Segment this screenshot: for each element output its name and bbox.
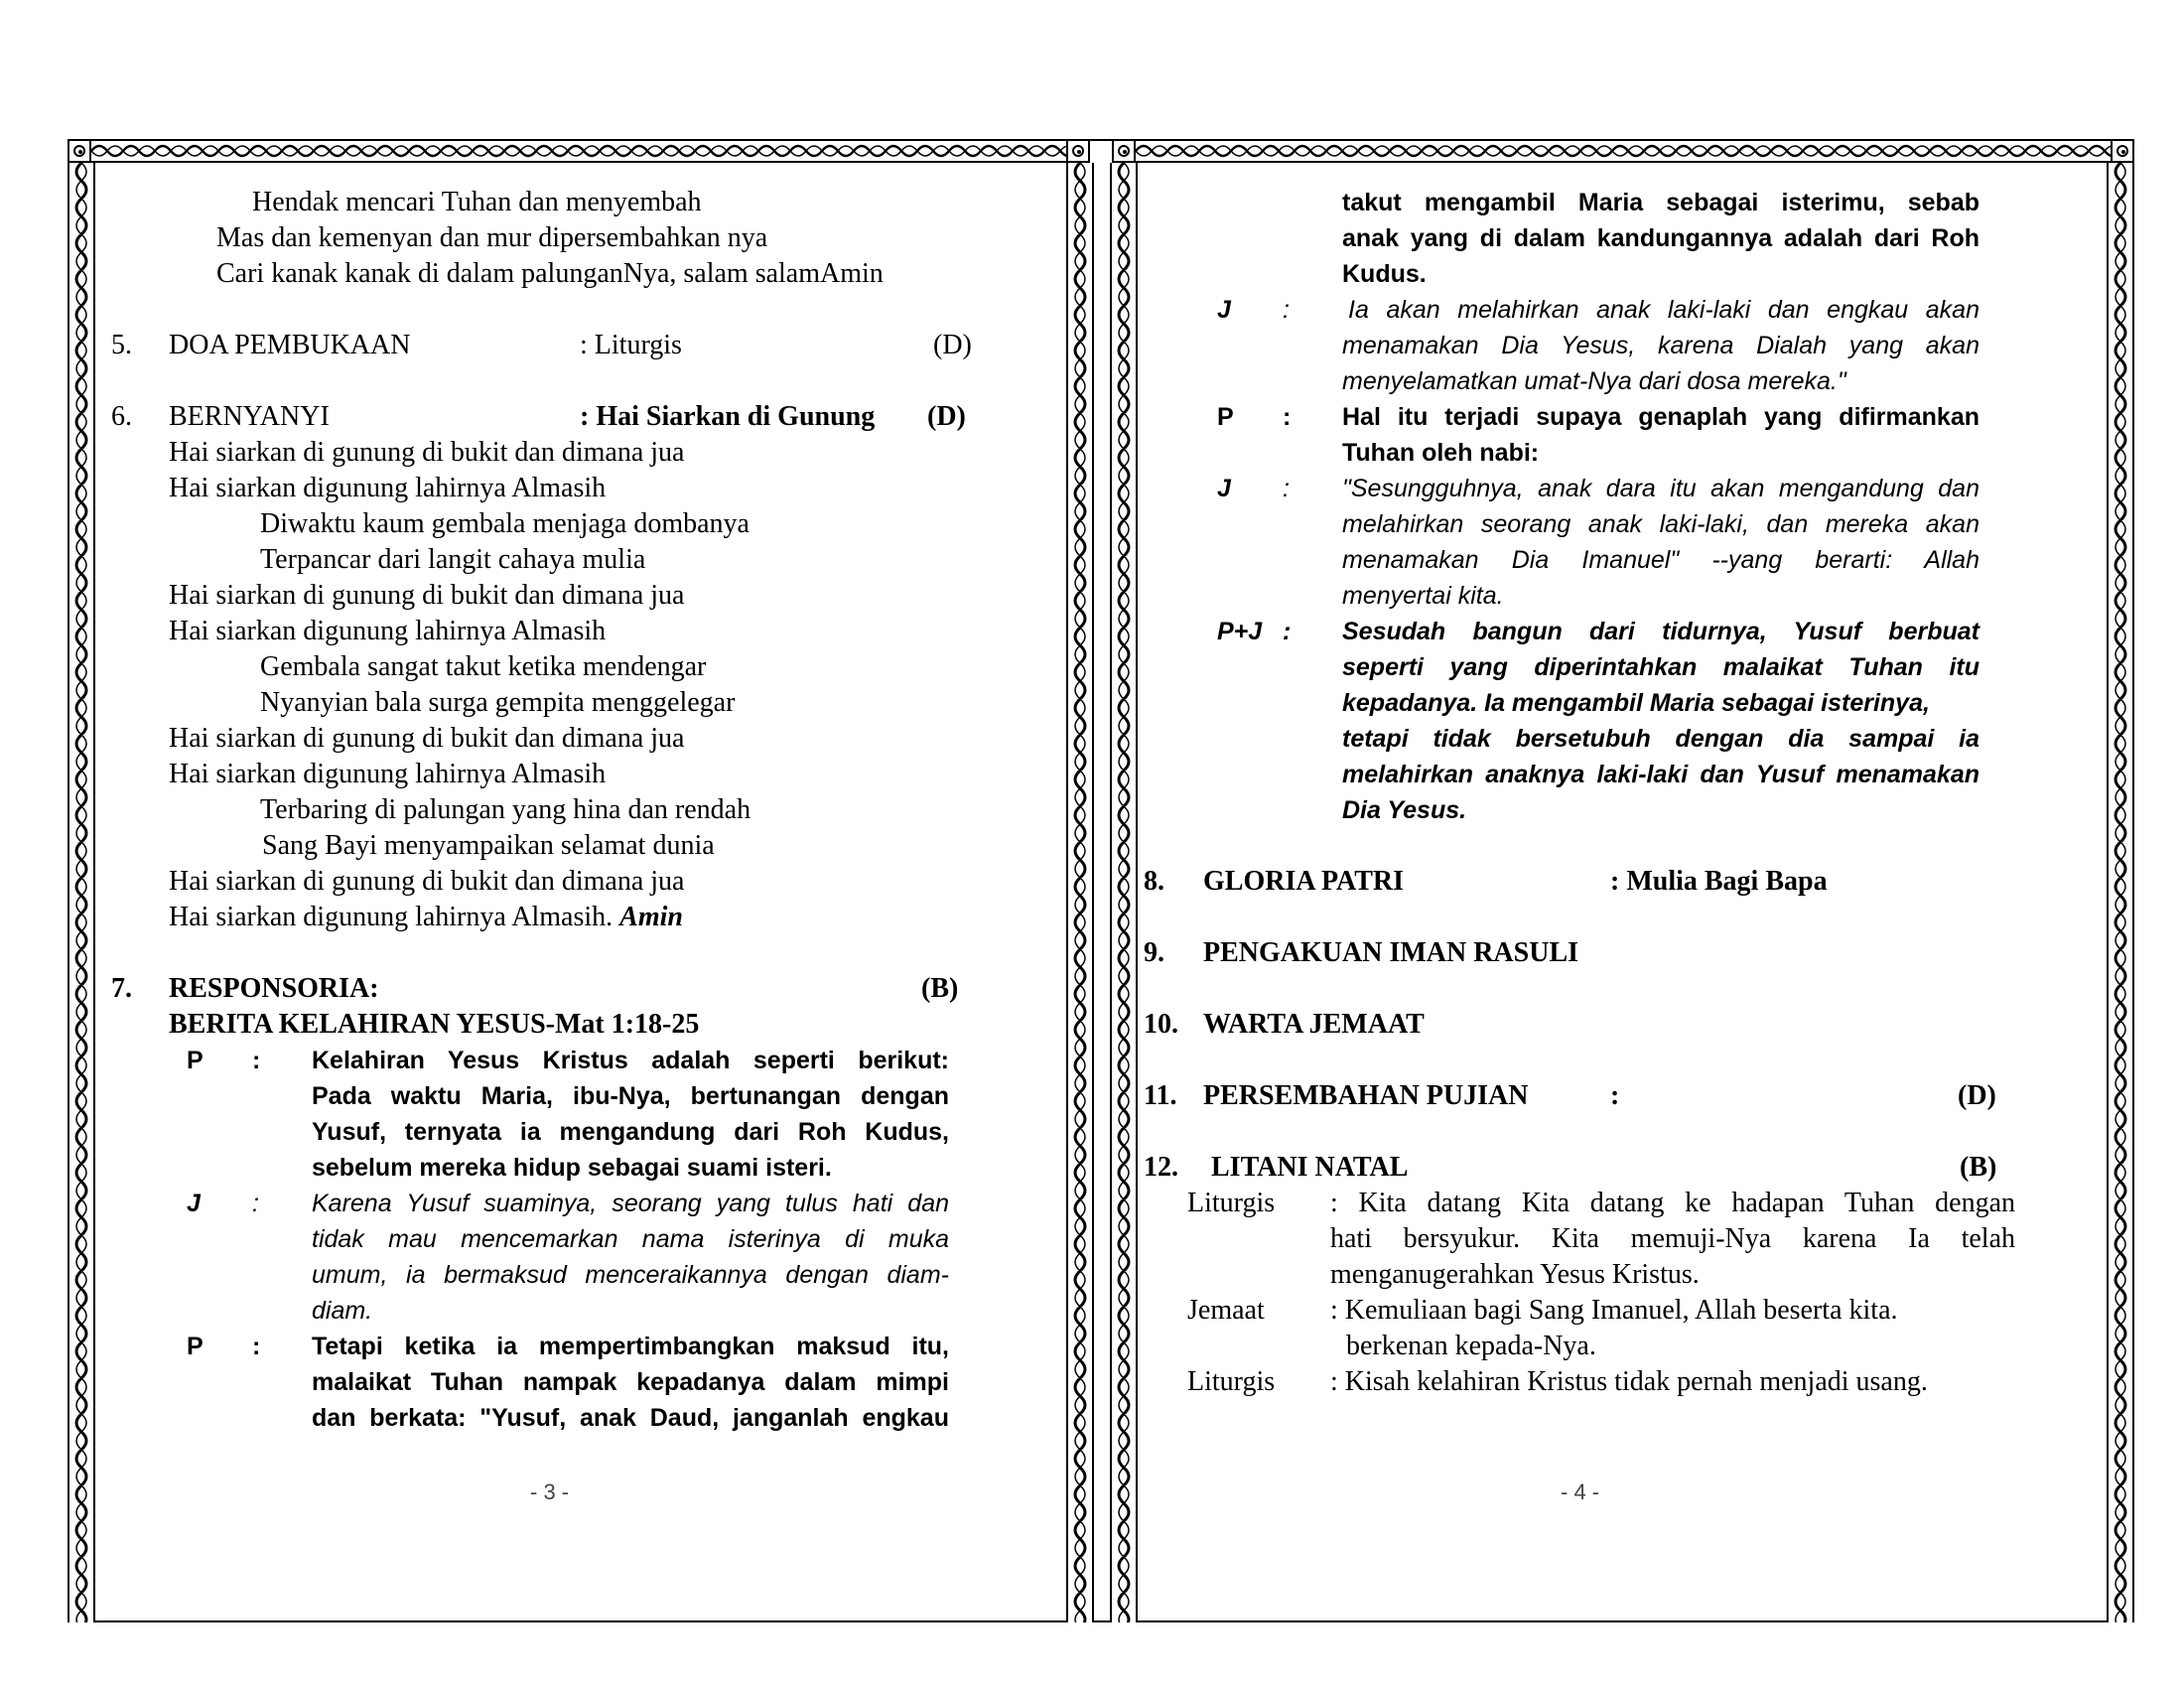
item-title: PERSEMBAHAN PUJIAN	[1203, 1080, 1529, 1111]
response-line: melahirkan seorang anak laki-laki, dan mereka akan	[1342, 510, 1979, 538]
song-line: Gembala sangat takut ketika mendengar	[260, 651, 707, 682]
item-title: LITANI NATAL	[1211, 1152, 1409, 1183]
response-line: kepadanya. Ia mengambil Maria sebagai isterinya,	[1342, 689, 1930, 717]
item-code: (D)	[1958, 1080, 1996, 1111]
intro-line: Cari kanak kanak di dalam palunganNya, salam salamAmin	[216, 258, 884, 289]
corner-ornament	[2111, 139, 2134, 163]
song-line: Terbaring di palungan yang hina dan rendah	[260, 794, 751, 825]
response-line: Tetapi ketika ia mempertimbangkan maksud itu,	[312, 1333, 949, 1360]
response-line: malaikat Tuhan nampak kepadanya dalam mimpi	[312, 1368, 949, 1396]
response-line: anak yang di dalam kandungannya adalah dari Roh	[1342, 224, 1979, 252]
response-line: umum, ia bermaksud menceraikannya dengan diam-	[312, 1261, 949, 1289]
response-line: "Sesungguhnya, anak dara itu akan mengandung dan	[1342, 475, 1979, 502]
item-code: (D)	[927, 401, 966, 432]
item-title: WARTA JEMAAT	[1203, 1009, 1425, 1040]
corner-ornament	[1066, 139, 1090, 163]
response-line: menamakan Dia Yesus, karena Dialah yang akan	[1342, 332, 1979, 359]
speaker-label: P+J	[1217, 618, 1263, 645]
item-code: (B)	[1960, 1152, 1997, 1183]
litany-speaker: Liturgis	[1187, 1366, 1276, 1397]
center-border-band-left	[1066, 163, 1094, 1622]
response-line: Tuhan oleh nabi:	[1342, 439, 1540, 467]
item-code: (B)	[921, 973, 959, 1004]
song-line: Diwaktu kaum gembala menjaga dombanya	[260, 508, 750, 539]
response-line: Ia akan melahirkan anak laki-laki dan engkau akan	[1348, 296, 1979, 324]
song-line: Hai siarkan di gunung di bukit dan dimana jua	[169, 723, 685, 754]
response-line: tidak mau mencemarkan nama isterinya di muka	[312, 1225, 949, 1253]
response-line: Hal itu terjadi supaya genaplah yang difirmankan	[1342, 403, 1979, 431]
litany-line: : Kisah kelahiran Kristus tidak pernah menjadi usang.	[1330, 1366, 1928, 1397]
response-line: tetapi tidak bersetubuh dengan dia sampai ia	[1342, 725, 1979, 753]
speaker-label: J	[187, 1190, 201, 1217]
response-line: seperti yang diperintahkan malaikat Tuhan itu	[1342, 653, 1979, 681]
speaker-sep: :	[252, 1047, 261, 1074]
response-line: Karena Yusuf suaminya, seorang yang tulus hati dan	[312, 1190, 949, 1217]
item-detail: : Mulia Bagi Bapa	[1610, 866, 1828, 897]
speaker-sep: :	[1283, 403, 1292, 431]
response-line: sebelum mereka hidup sebagai suami isteri.	[312, 1154, 832, 1182]
speaker-label: P	[187, 1047, 204, 1074]
song-line: Hai siarkan digunung lahirnya Almasih	[169, 616, 607, 646]
response-line: melahirkan anaknya laki-laki dan Yusuf menamakan	[1342, 761, 1979, 788]
speaker-sep: :	[1283, 296, 1290, 324]
speaker-label: P	[1217, 403, 1234, 431]
speaker-sep: :	[252, 1190, 259, 1217]
item-subtitle: BERITA KELAHIRAN YESUS-Mat 1:18-25	[169, 1009, 700, 1040]
corner-ornament	[68, 139, 91, 163]
litany-line: : Kita datang Kita datang ke hadapan Tuhan dengan	[1330, 1188, 2015, 1218]
item-number: 6.	[111, 401, 132, 432]
response-line: menyelamatkan umat-Nya dari dosa mereka."	[1342, 367, 1846, 395]
song-line: Terpancar dari langit cahaya mulia	[260, 544, 646, 575]
left-border-band	[68, 163, 95, 1622]
item-number: 11.	[1144, 1080, 1177, 1111]
litany-speaker: Liturgis	[1187, 1188, 1276, 1218]
item-detail: :	[1610, 1080, 1620, 1111]
response-line: Kudus.	[1342, 260, 1427, 288]
litany-line: menganugerahkan Yesus Kristus.	[1330, 1259, 1700, 1290]
response-line: menyertai kita.	[1342, 582, 1504, 610]
song-line: Hai siarkan di gunung di bukit dan dimana jua	[169, 437, 685, 468]
item-detail: : Hai Siarkan di Gunung	[580, 401, 876, 432]
speaker-sep: :	[1283, 618, 1292, 645]
corner-ornament	[1112, 139, 1136, 163]
song-line	[169, 900, 683, 935]
speaker-label: J	[1217, 475, 1231, 502]
intro-line: Hendak mencari Tuhan dan menyembah	[252, 187, 702, 217]
litany-speaker: Jemaat	[1187, 1295, 1265, 1326]
intro-line: Mas dan kemenyan dan mur dipersembahkan nya	[216, 222, 768, 253]
item-number: 5.	[111, 330, 132, 360]
speaker-label: J	[1217, 296, 1231, 324]
item-title: DOA PEMBUKAAN	[169, 330, 411, 360]
item-title: GLORIA PATRI	[1203, 866, 1404, 897]
response-line: Yusuf, ternyata ia mengandung dari Roh Kudus,	[312, 1118, 949, 1146]
response-line: Sesudah bangun dari tidurnya, Yusuf berbuat	[1342, 618, 1979, 645]
litany-line: berkenan kepada-Nya.	[1346, 1331, 1596, 1361]
item-code: (D)	[933, 330, 972, 360]
song-line: Hai siarkan digunung lahirnya Almasih	[169, 473, 607, 503]
response-line: takut mengambil Maria sebagai isterimu, sebab	[1342, 189, 1979, 216]
response-line: diam.	[312, 1297, 373, 1325]
response-line: Kelahiran Yesus Kristus adalah seperti berikut:	[312, 1047, 949, 1074]
item-title: RESPONSORIA:	[169, 973, 379, 1004]
response-line: menamakan Dia Imanuel" --yang berarti: Allah	[1342, 546, 1979, 574]
item-number: 9.	[1144, 937, 1164, 968]
litany-line: hati bersyukur. Kita memuji-Nya karena Ia telah	[1330, 1223, 2015, 1254]
response-line: Dia Yesus.	[1342, 796, 1467, 824]
item-number: 12.	[1144, 1152, 1178, 1183]
speaker-sep: :	[1283, 475, 1290, 502]
response-line: dan berkata: "Yusuf, anak Daud, janganlah engkau	[312, 1404, 949, 1432]
response-line: Pada waktu Maria, ibu-Nya, bertunangan dengan	[312, 1082, 949, 1110]
top-border-left	[91, 139, 1066, 163]
item-title: PENGAKUAN IMAN RASULI	[1203, 937, 1579, 968]
song-line: Hai siarkan di gunung di bukit dan dimana jua	[169, 866, 685, 897]
item-number: 7.	[111, 973, 132, 1004]
speaker-sep: :	[252, 1333, 261, 1360]
page-number: - 4 -	[1561, 1479, 1600, 1504]
litany-line: : Kemuliaan bagi Sang Imanuel, Allah beserta kita.	[1330, 1295, 1898, 1326]
song-line: Nyanyian bala surga gempita menggelegar	[260, 687, 736, 718]
item-title: BERNYANYI	[169, 401, 330, 432]
speaker-label: P	[187, 1333, 204, 1360]
right-border-band	[2107, 163, 2134, 1622]
item-number: 10.	[1144, 1009, 1178, 1040]
center-border-band-right	[1110, 163, 1138, 1622]
item-detail: : Liturgis	[580, 330, 682, 360]
item-number: 8.	[1144, 866, 1164, 897]
song-line: Sang Bayi menyampaikan selamat dunia	[262, 830, 715, 861]
song-line: Hai siarkan di gunung di bukit dan dimana jua	[169, 580, 685, 611]
amen-text: Amin	[619, 902, 683, 932]
page-number: - 3 -	[530, 1479, 570, 1504]
song-line-text: Hai siarkan digunung lahirnya Almasih.	[169, 902, 614, 932]
song-line: Hai siarkan digunung lahirnya Almasih	[169, 759, 607, 789]
top-border-right	[1136, 139, 2111, 163]
